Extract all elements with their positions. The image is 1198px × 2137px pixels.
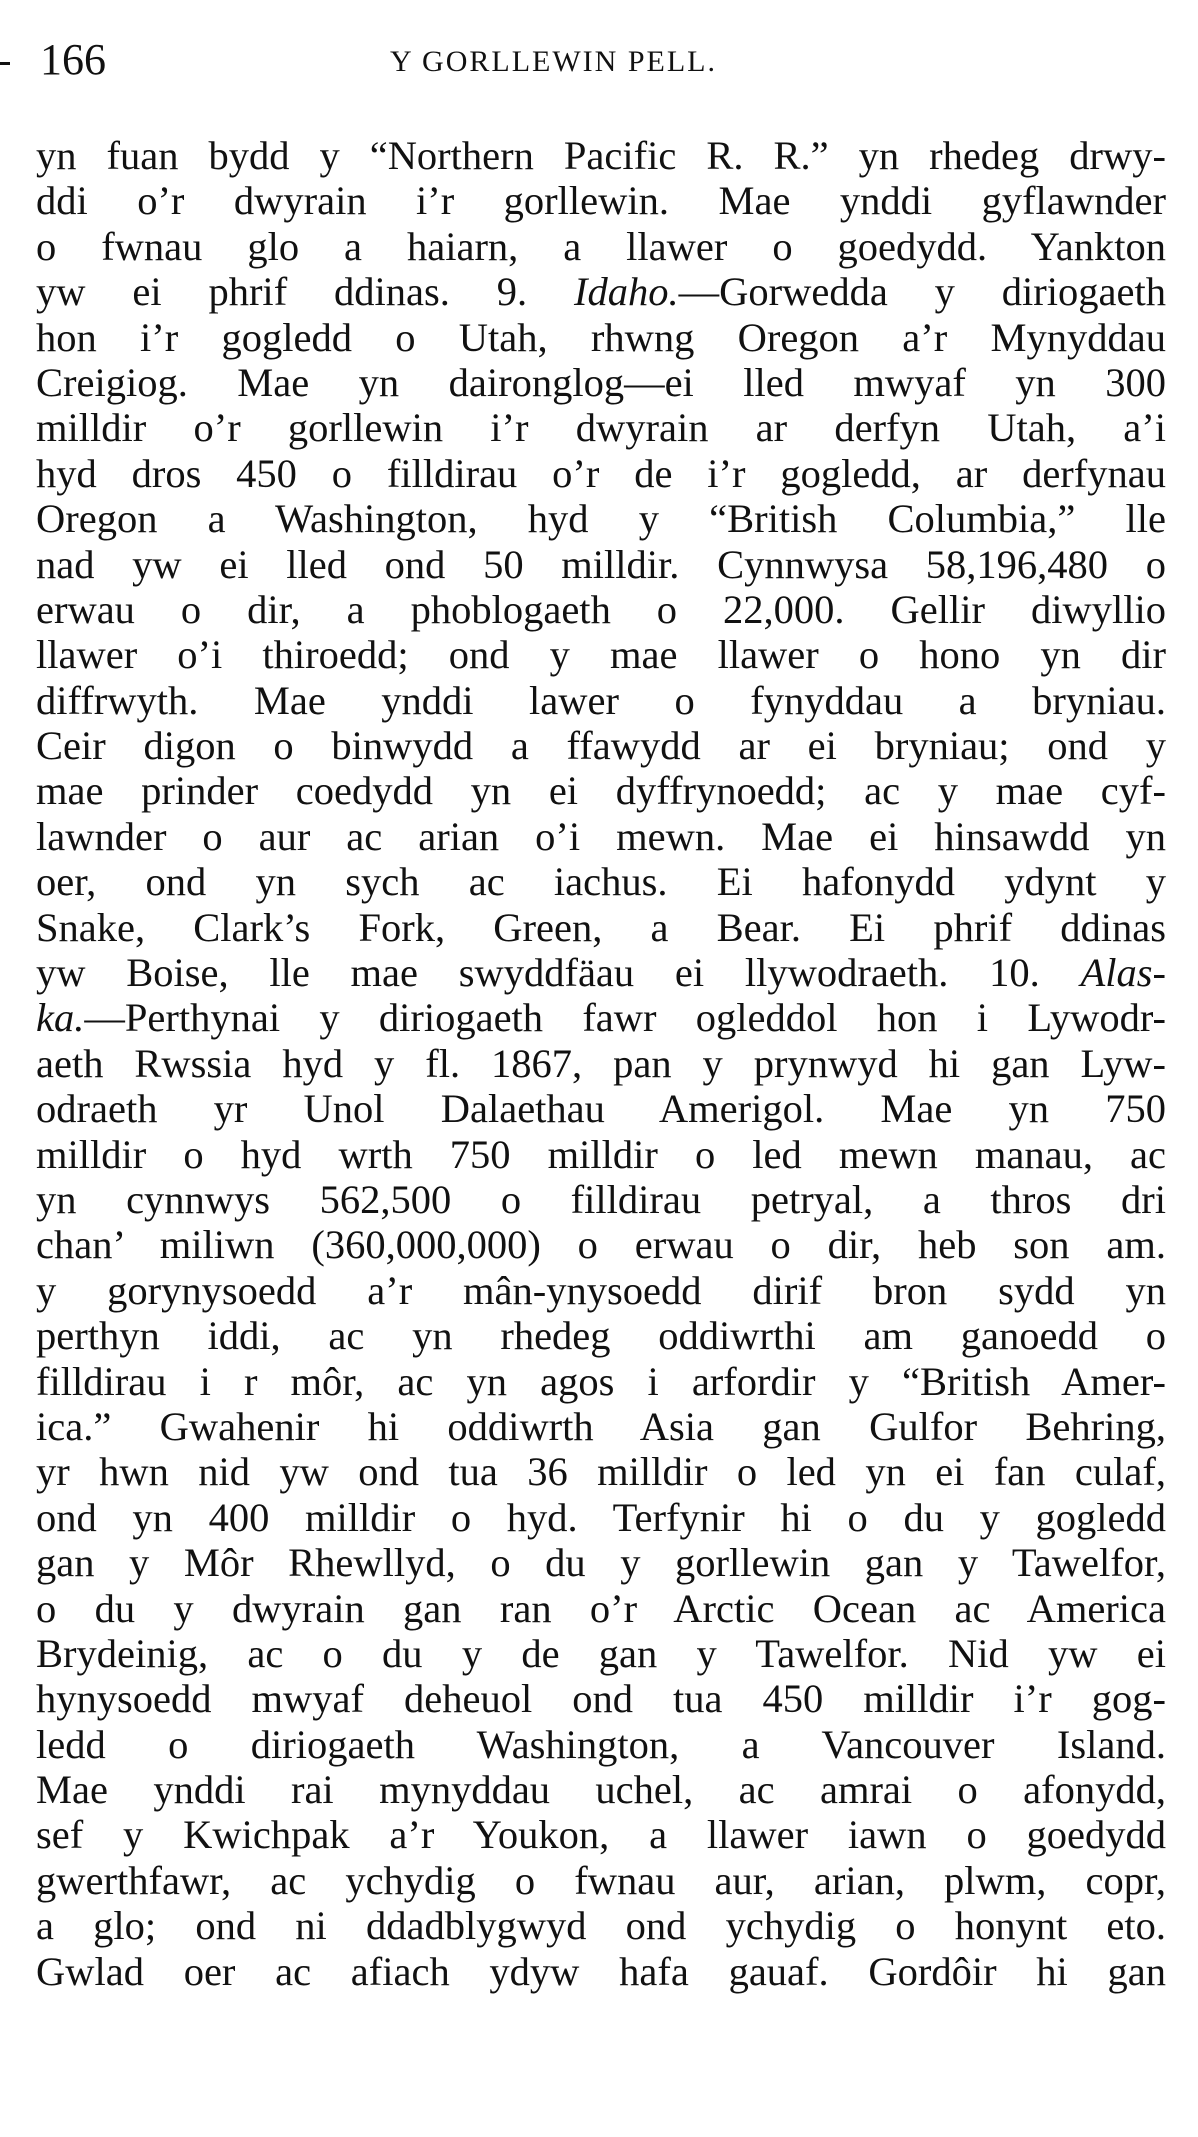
text-line: odraeth yr Unol Dalaethau Amerigol. Mae yn 750 [36, 1086, 1166, 1132]
text-line: mae prinder coedydd yn ei dyffrynoedd; ac y mae cyf- [36, 768, 1166, 814]
text-line: chan’ miliwn (360,000,000) o erwau o dir, heb son am. [36, 1222, 1166, 1268]
text-line: erwau o dir, a phoblogaeth o 22,000. Gellir diwyllio [36, 586, 1166, 632]
page-header [38, 32, 1158, 88]
text-line: ddi o’r dwyrain i’r gorllewin. Mae ynddi gyflawnder [36, 178, 1166, 224]
text-line: hyd dros 450 o filldirau o’r de i’r gogledd, ar derfynau [36, 450, 1166, 496]
text-line-end: —Perthynai y diriogaeth fawr ogleddol hon i Lywodr- [84, 995, 1166, 1041]
text-line: gan y Môr Rhewllyd, o du y gorllewin gan y Tawelfor, [36, 1540, 1166, 1586]
text-line: sef y Kwichpak a’r Youkon, a llawer iawn o goedydd [36, 1812, 1166, 1858]
text-line: hon i’r gogledd o Utah, rhwng Oregon a’r Mynyddau [36, 314, 1166, 360]
text-line: a glo; ond ni ddadblygwyd ond ychydig o honynt eto. [36, 1903, 1166, 1949]
text-line: llawer o’i thiroedd; ond y mae llawer o hono yn dir [36, 632, 1166, 678]
text-line: ond yn 400 milldir o hyd. Terfynir hi o du y gogledd [36, 1494, 1166, 1540]
text-line: yn fuan bydd y “Northern Pacific R. R.” yn rhedeg drwy- [36, 133, 1166, 178]
text-line: Creigiog. Mae yn daironglog—ei lled mwyaf yn 300 [36, 359, 1166, 405]
text-line: ica.” Gwahenir hi oddiwrth Asia gan Gulfor Behring, [36, 1403, 1166, 1449]
text-line: Ceir digon o binwydd a ffawydd ar ei bryniau; ond y [36, 723, 1166, 769]
text-line: hynysoedd mwyaf deheuol ond tua 450 milldir i’r gog- [36, 1676, 1166, 1722]
text-line [36, 269, 1166, 314]
text-line: nad yw ei lled ond 50 milldir. Cynnwysa 58,196,480 o [36, 541, 1166, 587]
text-line: y gorynysoedd a’r mân-ynysoedd dirif bron sydd yn [36, 1267, 1166, 1313]
text-line: lawnder o aur ac arian o’i mewn. Mae ei hinsawdd yn [36, 813, 1166, 859]
text-line: Mae ynddi rai mynyddau uchel, ac amrai o afonydd, [36, 1767, 1166, 1813]
text-line [36, 995, 1166, 1040]
text-line: ledd o diriogaeth Washington, a Vancouver Island. [36, 1721, 1166, 1767]
text-line: milldir o’r gorllewin i’r dwyrain ar derfyn Utah, a’i [36, 405, 1166, 451]
text-line: Brydeinig, ac o du y de gan y Tawelfor. Nid yw ei [36, 1630, 1166, 1676]
text-line: o du y dwyrain gan ran o’r Arctic Ocean ac America [36, 1585, 1166, 1631]
text-line-start: yw ei phrif ddinas. 9. [36, 269, 528, 315]
text-line: Oregon a Washington, hyd y “British Columbia,” lle [36, 496, 1166, 542]
text-line: filldirau i r môr, ac yn agos i arfordir y “British Amer- [36, 1358, 1166, 1404]
text-line-end: —Gorwedda y diriogaeth [678, 269, 1166, 315]
text-line: gwerthfawr, ac ychydig o fwnau aur, arian, plwm, copr, [36, 1857, 1166, 1903]
text-line: perthyn iddi, ac yn rhedeg oddiwrthi am ganoedd o [36, 1313, 1166, 1359]
text-line: Snake, Clark’s Fork, Green, a Bear. Ei phrif ddinas [36, 904, 1166, 950]
text-line: Gwlad oer ac afiach ydyw hafa gauaf. Gordôir hi gan [36, 1948, 1166, 1994]
italic-term-alaska-part2: ka. [36, 995, 85, 1041]
running-title: Y GORLLEWIN PELL. [390, 45, 717, 78]
text-line: yn cynnwys 562,500 o filldirau petryal, a thros dri [36, 1176, 1166, 1222]
italic-term-alaska-part1: Alas- [1080, 950, 1166, 996]
text-line: o fwnau glo a haiarn, a llawer o goedydd. Yankton [36, 223, 1166, 269]
text-line: yr hwn nid yw ond tua 36 milldir o led yn ei fan culaf, [36, 1449, 1166, 1495]
text-line [36, 950, 1166, 995]
text-line: milldir o hyd wrth 750 milldir o led mewn manau, ac [36, 1131, 1166, 1177]
text-line-start: yw Boise, lle mae swyddfäau ei llywodraeth. 10. [36, 950, 1040, 996]
text-line: aeth Rwssia hyd y fl. 1867, pan y prynwyd hi gan Lyw- [36, 1040, 1166, 1086]
italic-term-idaho: Idaho. [574, 269, 679, 315]
page-number: 166 [40, 35, 106, 84]
body-text [36, 133, 1166, 1994]
text-line: oer, ond yn sych ac iachus. Ei hafonydd ydynt y [36, 859, 1166, 905]
text-line: diffrwyth. Mae ynddi lawer o fynyddau a bryniau. [36, 677, 1166, 723]
margin-mark [0, 62, 10, 65]
